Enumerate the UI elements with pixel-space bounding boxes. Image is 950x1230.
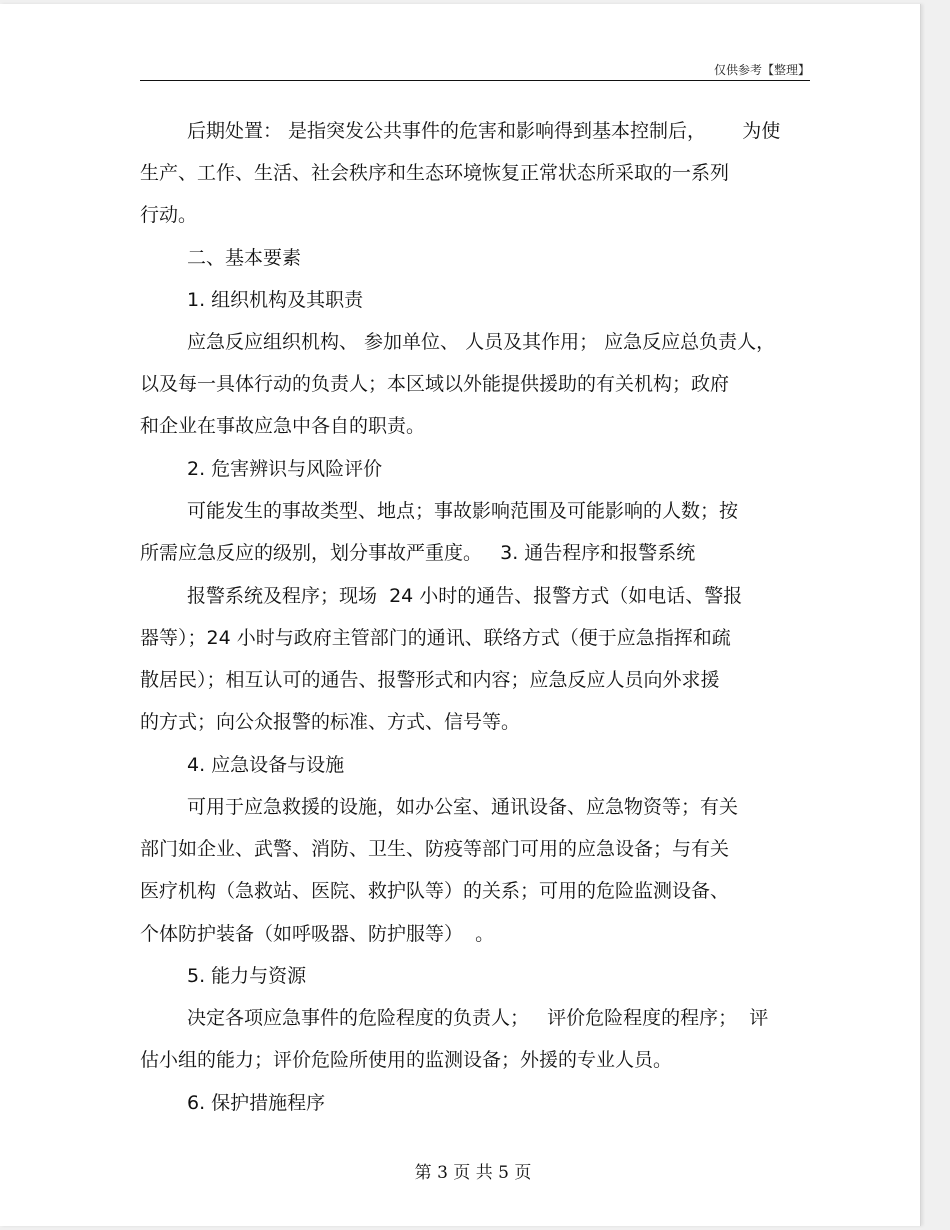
subsection-heading: 5. 能力与资源 <box>187 965 307 987</box>
subsection-heading: 1. 组织机构及其职责 <box>187 289 364 311</box>
text-line: 后期处置： 是指突发公共事件的危害和影响得到基本控制后， 为使 <box>187 120 781 142</box>
text-line: 可能发生的事故类型、地点；事故影响范围及可能影响的人数；按 <box>187 500 739 522</box>
text-line: 散居民）；相互认可的通告、报警形式和内容；应急反应人员向外求援 <box>140 669 720 691</box>
text-line: 个体防护装备（如呼吸器、防护服等） 。 <box>140 923 495 945</box>
section-heading: 二、基本要素 <box>187 247 302 269</box>
text-line: 行动。 <box>140 204 198 226</box>
text-line: 所需应急反应的级别，划分事故严重度。 3. 通告程序和报警系统 <box>140 542 696 564</box>
text-line: 以及每一具体行动的负责人；本区域以外能提供援助的有关机构；政府 <box>140 373 730 395</box>
text-line: 部门如企业、武警、消防、卫生、防疫等部门可用的应急设备；与有关 <box>140 838 730 860</box>
text-line: 和企业在事故应急中各自的职责。 <box>140 415 426 437</box>
page-header: 仅供参考【整理】 <box>713 63 810 77</box>
text-line: 生产、工作、生活、社会秩序和生态环境恢复正常状态所采取的一系列 <box>140 162 730 184</box>
text-line: 可用于应急救援的设施，如办公室、通讯设备、应急物资等；有关 <box>187 796 739 818</box>
text-line: 的方式；向公众报警的标准、方式、信号等。 <box>140 711 521 733</box>
text-line: 应急反应组织机构、 参加单位、 人员及其作用； 应急反应总负责人， <box>187 331 776 353</box>
text-line: 器等）；24 小时与政府主管部门的通讯、联络方式（便于应急指挥和疏 <box>140 627 731 649</box>
page-number-footer: 第 3 页 共 5 页 <box>414 1163 532 1183</box>
header-rule <box>140 80 810 81</box>
subsection-heading: 4. 应急设备与设施 <box>187 754 345 776</box>
text-line: 决定各项应急事件的危险程度的负责人； 评价危险程度的程序； 评 <box>187 1007 769 1029</box>
subsection-heading: 2. 危害辨识与风险评价 <box>187 458 383 480</box>
subsection-heading: 6. 保护措施程序 <box>187 1092 326 1114</box>
text-line: 医疗机构（急救站、医院、救护队等）的关系；可用的危险监测设备、 <box>140 880 730 902</box>
document-page <box>0 4 921 1226</box>
text-line: 报警系统及程序；现场 24 小时的通告、报警方式（如电话、警报 <box>187 585 743 607</box>
text-line: 估小组的能力；评价危险所使用的监测设备；外援的专业人员。 <box>140 1049 673 1071</box>
